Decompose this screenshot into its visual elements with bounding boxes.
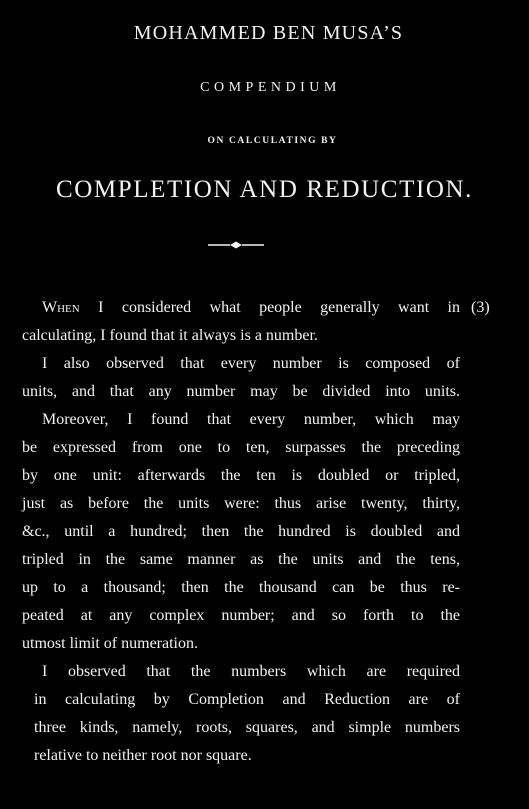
text-line: three kinds, namely, roots, squares, and simple numbers <box>34 719 460 736</box>
dash-diamond-ornament-icon <box>208 240 264 250</box>
body-text <box>22 294 460 770</box>
text-line: be expressed from one to ten, surpasses the preceding <box>22 439 460 456</box>
text-line: calculating, I found that it always is a number. <box>22 327 318 344</box>
text-line: relative to neither root nor square. <box>34 747 252 764</box>
text-line: peated at any complex number; and so forth to the <box>22 607 460 624</box>
margin-page-number: (3) <box>471 299 490 316</box>
text-line: just as before the units were: thus arise twenty, thirty, <box>22 495 460 512</box>
text-line: in calculating by Completion and Reduction are of <box>34 691 460 708</box>
subtitle-heading: ON CALCULATING BY <box>207 136 338 146</box>
text-line: utmost limit of numeration. <box>22 635 198 652</box>
text-line: &c., until a hundred; then the hundred is doubled and <box>22 523 460 540</box>
text-line: I observed that the numbers which are required <box>42 663 460 680</box>
text-line: units, and that any number may be divided into units. <box>22 383 460 400</box>
text-line: up to a thousand; then the thousand can be thus re- <box>22 579 460 596</box>
author-heading: MOHAMMED BEN MUSA’S <box>133 22 404 44</box>
text-line: tripled in the same manner as the units and the tens, <box>22 551 460 568</box>
opening-word: When <box>42 299 80 316</box>
text-line: by one unit: afterwards the ten is doubled or tripled, <box>22 467 460 484</box>
text-line: When I considered what people generally want in <box>42 299 460 316</box>
text-line: I also observed that every number is composed of <box>42 355 460 372</box>
main-title: COMPLETION AND REDUCTION. <box>55 176 474 203</box>
text-line: Moreover, I found that every number, which may <box>42 411 460 428</box>
compendium-heading: COMPENDIUM <box>200 80 341 95</box>
